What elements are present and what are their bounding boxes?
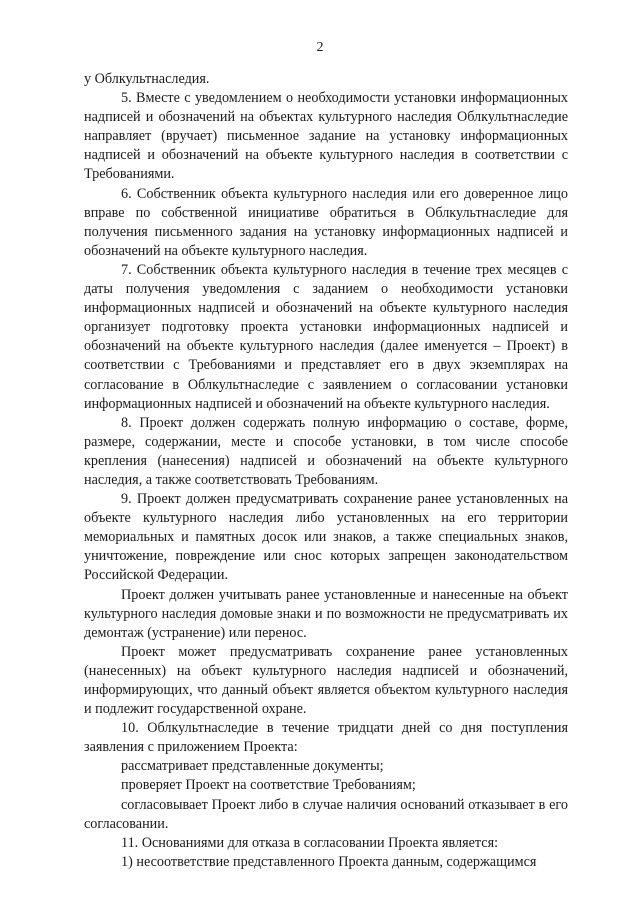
paragraph-2: 5. Вместе с уведомлением о необходимости установки информационных надписей и обозначений на объектах культурного наследия Облкультнаследие направляет (вручает) письменное задание на установку информационных надписей и обозначений на объекте культурного наследия в соответствии с Требованиями.	[84, 90, 568, 183]
paragraph-1: у Облкультнаследия.	[84, 71, 210, 87]
paragraph-8: Проект может предусматривать сохранение ранее установленных (нанесенных) на объект культурного наследия надписей и обозначений, информирующих, что данный объект является объектом культурного наследия и подлежит государственной охране.	[84, 643, 568, 718]
paragraph-6: 9. Проект должен предусматривать сохранение ранее установленных на объекте культурного наследия либо установленных на его территории мемориальных и памятных досок или знаков, а также специальных знаков, уничтожение, повреждение или снос которых запрещен законодательством Российской Федерации.	[84, 491, 568, 584]
paragraph-5: 8. Проект должен содержать полную информацию о составе, форме, размере, содержании, месте и способе установки, в том числе способе крепления (нанесения) надписей и обозначений на объекте культурного наследия, а также соответствовать Требованиям.	[84, 414, 568, 488]
paragraph-4: 7. Собственник объекта культурного наследия в течение трех месяцев с даты получения уведомления с заданием о необходимости установки информационных надписей и обозначений на объекте культурного наследия организует подготовку проекта установки информационных надписей и обозначений на объекте культурного наследия (далее именуется – Проект) в соответствии с Требованиями и представляет его в двух экземплярах на согласование в Облкультнаследие с заявлением о согласовании установки информационных надписей и обозначений на объекте культурного наследия.	[84, 261, 568, 412]
paragraph-9: 10. Облкультнаследие в течение тридцати дней со дня поступления заявления с приложением Проекта:	[84, 720, 568, 756]
paragraph-14: 1) несоответствие представленного Проекта данным, содержащимся	[121, 853, 537, 870]
paragraph-3: 6. Собственник объекта культурного наследия или его доверенное лицо вправе по собственной инициативе обратиться в Облкультнаследие для получения письменного задания на установку информационных надписей и обозначений на объекте культурного наследия.	[84, 185, 568, 259]
paragraph-13: 11. Основаниями для отказа в согласовании Проекта является:	[121, 834, 499, 851]
paragraph-11: проверяет Проект на соответствие Требованиям;	[121, 777, 416, 794]
paragraph-7: Проект должен учитывать ранее установленные и нанесенные на объект культурного наследия домовые знаки и по возможности не предусматривать их демонтаж (устранение) или перенос.	[84, 586, 568, 641]
paragraph-12: согласовывает Проект либо в случае наличия оснований отказывает в его согласовании.	[84, 796, 568, 832]
page-number: 2	[316, 40, 324, 55]
document-body	[84, 70, 568, 872]
paragraph-10: рассматривает представленные документы;	[121, 758, 384, 775]
